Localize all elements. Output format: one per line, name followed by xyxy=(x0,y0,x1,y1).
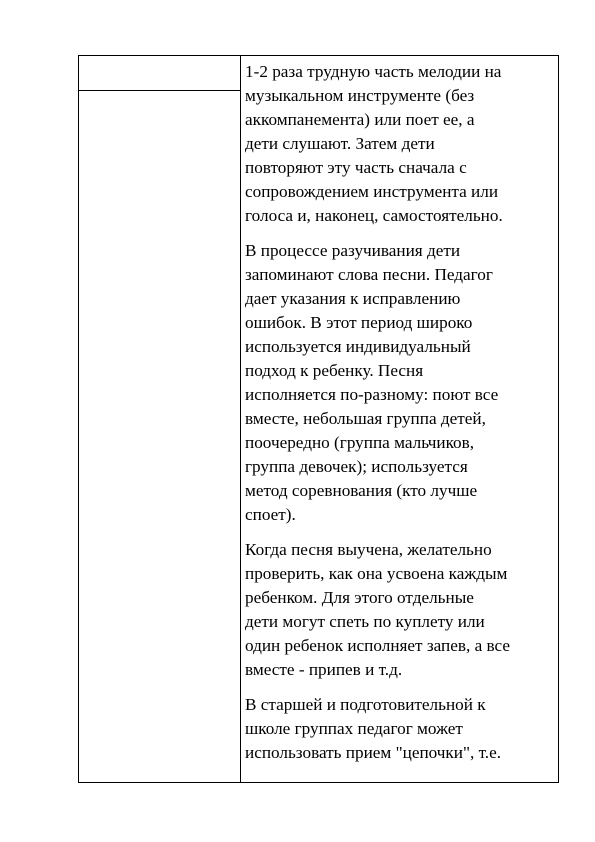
paragraph-song-learned: Когда песня выучена, желательно проверить, как она усвоена каждым ребенком. Для этого отдельные дети могут спеть по куплету или один ребенок исполняет запев, а все вместе - припев и т.д. xyxy=(245,540,510,679)
document-table xyxy=(78,55,559,783)
paragraph-melody-practice: 1-2 раза трудную часть мелодии на музыкальном инструменте (без аккомпанемента) или поет ее, а дети слушают. Затем дети повторяют эту часть сначала с сопровождением инструмента или голоса и, наконец, самостоятельно. xyxy=(245,62,503,225)
table-column-divider xyxy=(240,56,241,782)
paragraph-learning-process: В процессе разучивания дети запоминают слова песни. Педагог дает указания к исправлению ошибок. В этот период широко используется индивидуальный подход к ребенку. Песня исполняется по-разному: поют все вместе, небольшая группа детей, поочередно (группа мальчиков, группа девочек); используется метод соревнования (кто лучше споет). xyxy=(245,241,499,524)
table-left-cell xyxy=(79,56,240,782)
table-right-cell xyxy=(245,60,557,776)
table-row-rule xyxy=(79,90,240,91)
paragraph-chain-method: В старшей и подготовительной к школе группах педагог может использовать прием "цепочки", т.е. xyxy=(245,695,502,762)
